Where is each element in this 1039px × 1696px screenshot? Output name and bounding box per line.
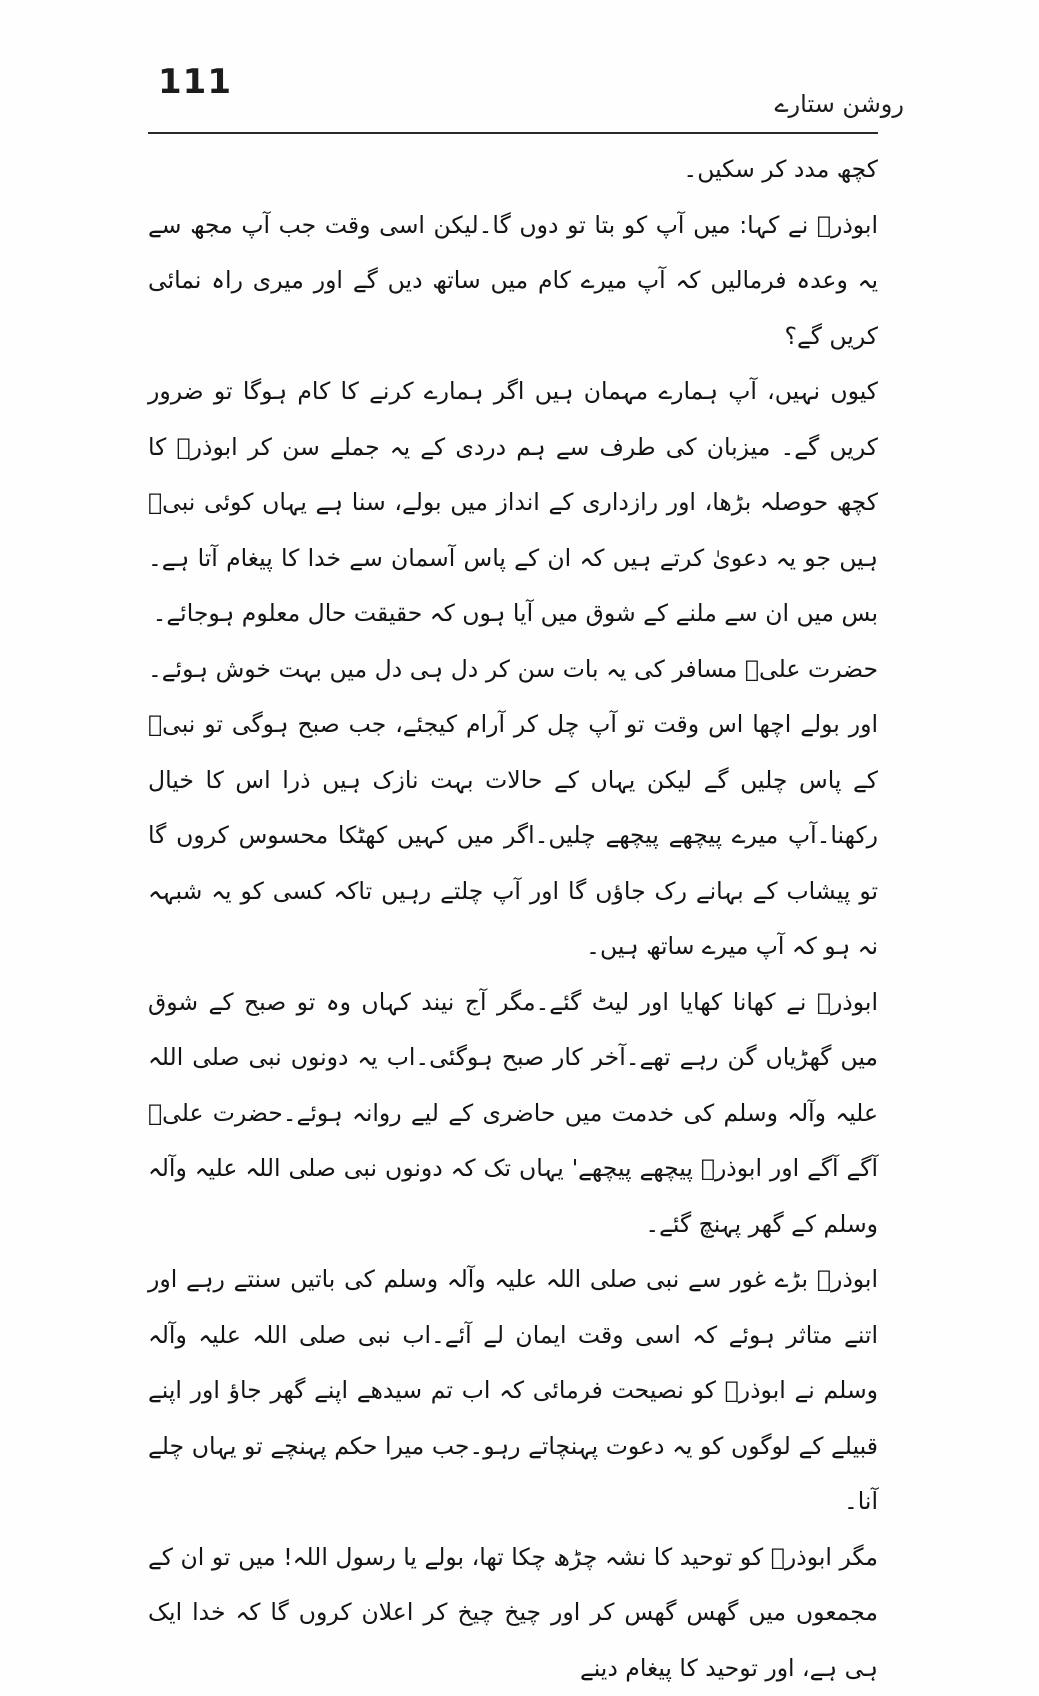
page-number: 111 bbox=[158, 62, 232, 102]
paragraph: مگر ابوذرؓ کو توحید کا نشہ چڑھ چکا تھا، بولے یا رسول اللہ! میں تو ان کے مجمعوں میں گھس گھس کر اور چیخ چیخ کر اعلان کروں گا کہ خدا ایک ہی ہے، اور توحید کا پیغام دینے bbox=[148, 1530, 878, 1696]
paragraph: کیوں نہیں، آپ ہمارے مہمان ہیں اگر ہمارے کرنے کا کام ہوگا تو ضرور کریں گے۔ میزبان کی طرف سے ہم دردی کے یہ جملے سن کر ابوذرؓ کا کچھ حوصلہ بڑھا، اور رازداری کے انداز میں بولے، سنا ہے یہاں کوئی نبیؐ ہیں جو یہ دعویٰ کرتے ہیں کہ ان کے پاس آسمان سے خدا کا پیغام آتا ہے۔بس میں ان سے ملنے کے شوق میں آیا ہوں کہ حقیقت حال معلوم ہوجائے۔ bbox=[148, 364, 878, 642]
paragraph: کچھ مدد کر سکیں۔ bbox=[148, 142, 878, 198]
paragraph: ابوذرؓ بڑے غور سے نبی صلی اللہ علیہ وآلہ وسلم کی باتیں سنتے رہے اور اتنے متاثر ہوئے کہ اسی وقت ایمان لے آئے۔اب نبی صلی اللہ علیہ وآلہ وسلم نے ابوذرؓ کو نصیحت فرمائی کہ اب تم سیدھے اپنے گھر جاؤ اور اپنے قبیلے کے لوگوں کو یہ دعوت پہنچاتے رہو۔جب میرا حکم پہنچے تو یہاں چلے آنا۔ bbox=[148, 1252, 878, 1530]
running-header: روشن ستارے bbox=[774, 90, 904, 118]
body-text bbox=[148, 142, 878, 1696]
paragraph: حضرت علیؓ مسافر کی یہ بات سن کر دل ہی دل میں بہت خوش ہوئے۔اور بولے اچھا اس وقت تو آپ چل کر آرام کیجئے، جب صبح ہوگی تو نبیؐ کے پاس چلیں گے لیکن یہاں کے حالات بہت نازک ہیں ذرا اس کا خیال رکھنا۔آپ میرے پیچھے پیچھے چلیں۔اگر میں کہیں کھٹکا محسوس کروں گا تو پیشاب کے بہانے رک جاؤں گا اور آپ چلتے رہیں تاکہ کسی کو یہ شبہہ نہ ہو کہ آپ میرے ساتھ ہیں۔ bbox=[148, 642, 878, 975]
paragraph: ابوذرؓ نے کھانا کھایا اور لیٹ گئے۔مگر آج نیند کہاں وہ تو صبح کے شوق میں گھڑیاں گن رہے تھے۔آخر کار صبح ہوگئی۔اب یہ دونوں نبی صلی اللہ علیہ وآلہ وسلم کی خدمت میں حاضری کے لیے روانہ ہوئے۔حضرت علیؓ آگے آگے اور ابوذرؓ پیچھے پیچھے' یہاں تک کہ دونوں نبی صلی اللہ علیہ وآلہ وسلم کے گھر پہنچ گئے۔ bbox=[148, 975, 878, 1253]
header-rule bbox=[148, 132, 878, 134]
paragraph: ابوذرؓ نے کہا: میں آپ کو بتا تو دوں گا۔لیکن اسی وقت جب آپ مجھ سے یہ وعدہ فرمالیں کہ آپ میرے کام میں ساتھ دیں گے اور میری راہ نمائی کریں گے؟ bbox=[148, 198, 878, 365]
